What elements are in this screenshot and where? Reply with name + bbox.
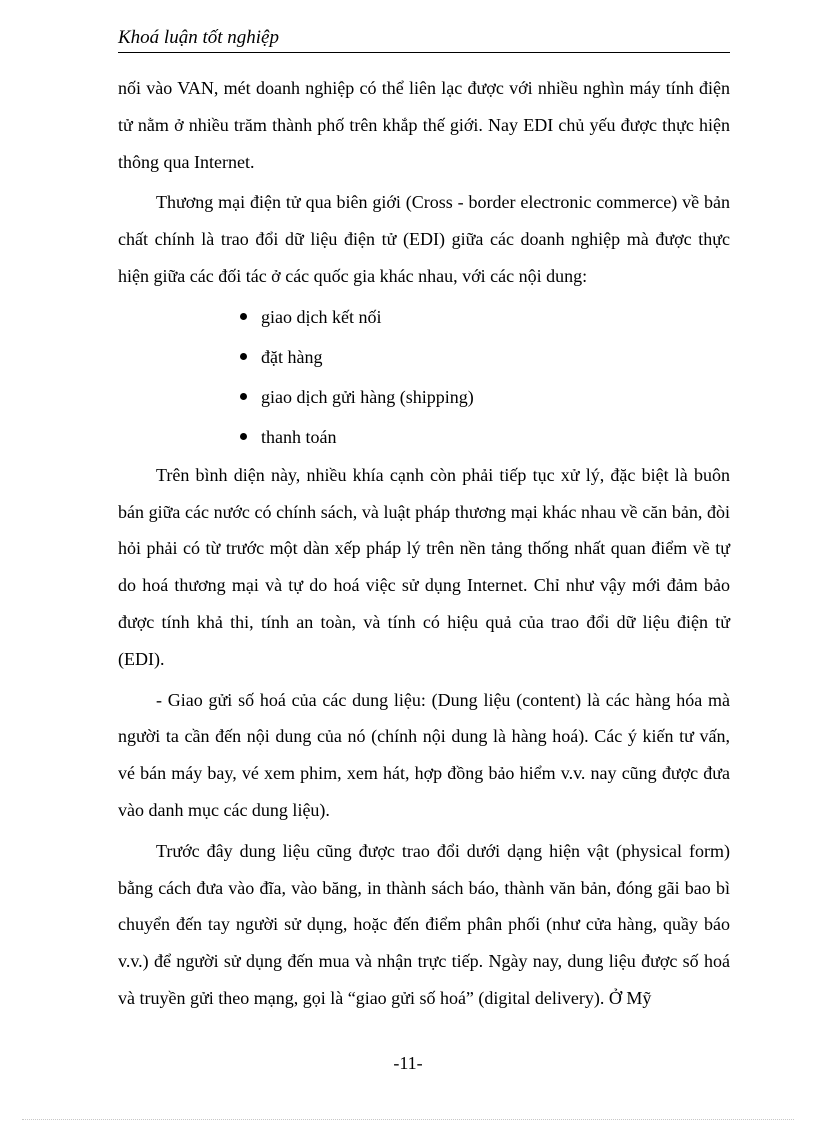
paragraph-1: nối vào VAN, mét doanh nghiệp có thể liên lạc được với nhiều nghìn máy tính điện tử nằm ở nhiều trăm thành phố trên khắp thế giới. Nay EDI chủ yếu được thực hiện thông qua Internet. <box>118 78 730 172</box>
list-item <box>240 297 730 337</box>
list-item-text: đặt hàng <box>261 346 323 367</box>
paragraph-5: Trước đây dung liệu cũng được trao đổi dưới dạng hiện vật (physical form) bằng cách đưa vào đĩa, vào băng, in thành sách báo, thành văn bản, đóng gãi bao bì chuyển đến tay người sử dụng, hoặc đến điểm phân phối (như cửa hàng, quầy báo v.v.) để người sử dụng đến mua và nhận trực tiếp. Ngày nay, dung liệu được số hoá và truyền gửi theo mạng, gọi là “giao gửi số hoá” (digital delivery). Ở Mỹ <box>118 840 730 1008</box>
bullet-icon <box>240 353 247 360</box>
paragraph-3: Trên bình diện này, nhiều khía cạnh còn phải tiếp tục xử lý, đặc biệt là buôn bán giữa các nước có chính sách, và luật pháp thương mại khác nhau về căn bản, đòi hỏi phải có từ trước một dàn xếp pháp lý trên nền tảng thống nhất quan điểm về tự do hoá thương mại và tự do hoá việc sử dụng Internet. Chỉ như vậy mới đảm bảo được tính khả thi, tính an toàn, và tính có hiệu quả của trao đổi dữ liệu điện tử (EDI). <box>118 464 730 669</box>
bullet-icon <box>240 433 247 440</box>
document-body <box>118 70 730 1017</box>
paragraph-4: - Giao gửi số hoá của các dung liệu: (Dung liệu (content) là các hàng hóa mà người ta cần đến nội dung của nó (chính nội dung là hàng hoá). Các ý kiến tư vấn, vé bán máy bay, vé xem phim, xem hát, hợp đồng bảo hiểm v.v. nay cũng được đưa vào danh mục các dung liệu). <box>118 689 730 820</box>
bullet-icon <box>240 393 247 400</box>
paragraph-2: Thương mại điện tử qua biên giới (Cross - border electronic commerce) về bản chất chính là trao đổi dữ liệu điện tử (EDI) giữa các doanh nghiệp mà được thực hiện giữa các đối tác ở các quốc gia khác nhau, với các nội dung: <box>118 192 730 286</box>
bullet-icon <box>240 313 247 320</box>
list-item <box>240 377 730 417</box>
list-item <box>240 417 730 457</box>
page-number: -11- <box>393 1053 423 1073</box>
list-item-text: thanh toán <box>261 426 337 447</box>
page-header <box>118 26 730 53</box>
page-bottom-border <box>22 1119 794 1120</box>
list-item-text: giao dịch kết nối <box>261 306 382 327</box>
list-item <box>240 337 730 377</box>
bullet-list <box>118 297 730 457</box>
header-title: Khoá luận tốt nghiệp <box>118 27 279 48</box>
list-item-text: giao dịch gửi hàng (shipping) <box>261 386 474 407</box>
